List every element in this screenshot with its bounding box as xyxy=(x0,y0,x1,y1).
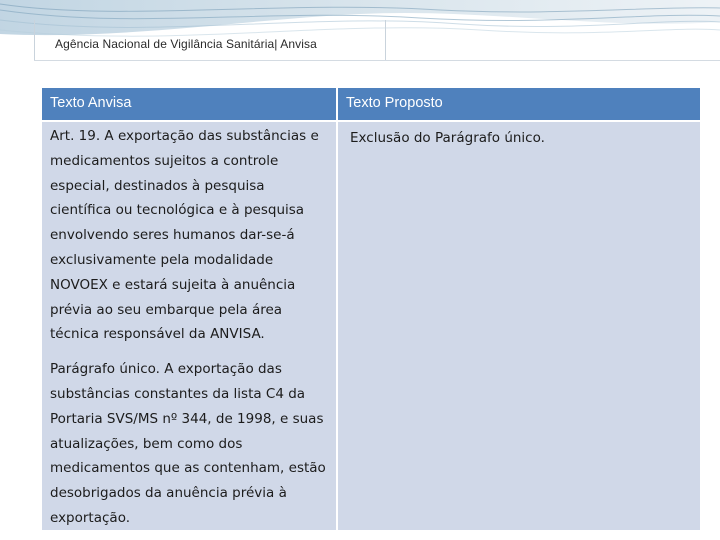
proposed-paragraph: Exclusão do Parágrafo único. xyxy=(350,130,545,146)
column-header-texto-proposto: Texto Proposto xyxy=(338,88,700,120)
article-19-paragraph: Art. 19. A exportação das substâncias e medicamentos sujeitos a controle especial, destinados à pesquisa científica ou tecnológica e à pesquisa envolvendo seres humanos dar-se-á exclusivamente pela modalidade NOVOEX e estará sujeita à anuência prévia ao seu embarque pela área técnica responsável da ANVISA. xyxy=(50,128,319,343)
agency-name: Agência Nacional de Vigilância Sanitária| Anvisa xyxy=(55,37,317,51)
header-divider xyxy=(34,60,720,61)
column-header-texto-anvisa: Texto Anvisa xyxy=(42,88,336,120)
cell-anvisa-text xyxy=(42,122,336,530)
comparison-table xyxy=(42,88,700,530)
sole-paragraph: Parágrafo único. A exportação das substâncias constantes da lista C4 da Portaria SVS/MS nº 344, de 1998, e suas atualizações, bem como dos medicamentos que as contenham, estão desobrigados da anuência prévia à exportação. xyxy=(50,361,326,526)
cell-proposed-text xyxy=(338,122,700,530)
